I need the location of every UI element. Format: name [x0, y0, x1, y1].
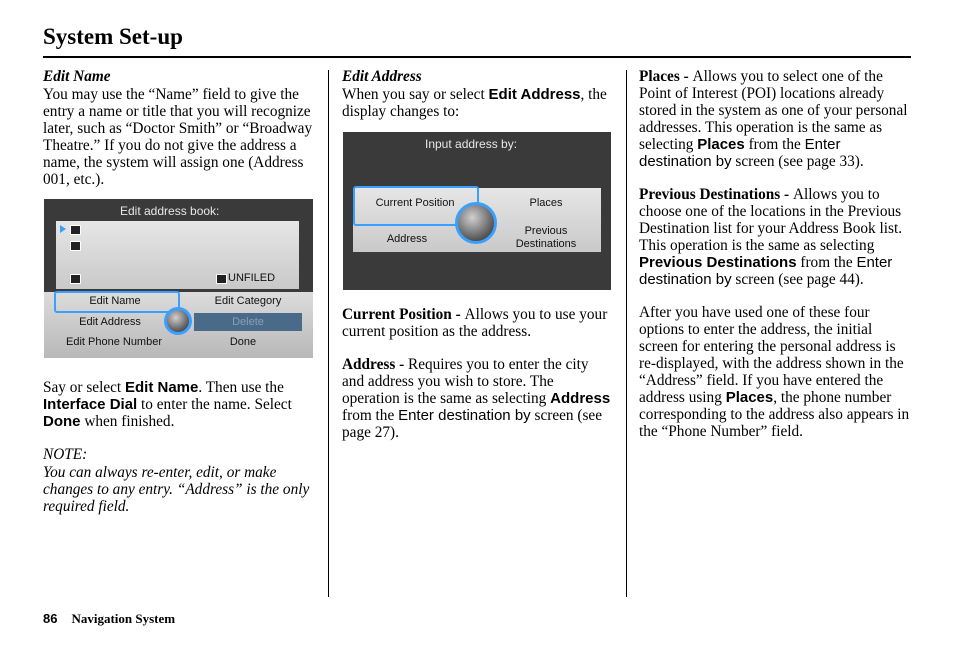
places-paragraph: Places - Allows you to select one of the Point of Interest (POI) locations already stored in the system as one of your personal addresses. This operation is the same as selecting Places from the Enter destination by screen (see page 33).	[639, 68, 908, 170]
input-address-by-screen	[343, 132, 611, 290]
after-paragraph: After you have used one of these four options to enter the address, the initial screen for entering the personal address is re-displayed, with the address shown in the “Address” field. If you have entered the address using Places, the phone number corresponding to the address also appears in the “Phone Number” field.	[639, 304, 910, 440]
edit-address-intro: When you say or select Edit Address, the display changes to:	[342, 86, 607, 120]
edit-name-paragraph: You may use the “Name” field to give the entry a name or title that you will recognize later, such as “Doctor Smith” or “Broadway Theatre.” If you do not give the address a name, the system will assign one (Address 001, etc.).	[43, 86, 313, 188]
edit-address-book-screen	[44, 199, 313, 358]
page-number: 86	[43, 611, 58, 626]
cursor-arrow-icon	[60, 225, 66, 233]
edit-name-heading: Edit Name	[43, 68, 111, 85]
edit-name-button[interactable]: Edit Name	[89, 295, 141, 307]
previous-destinations-paragraph: Previous Destinations - Allows you to choose one of the locations in the Previous Destination list for your Address Book list. This operation is the same as selecting Previous Destinations from the Enter destination by screen (see page 44).	[639, 186, 903, 288]
edit-phone-number-button[interactable]: Edit Phone Number	[66, 336, 162, 348]
column-divider-2	[626, 70, 627, 597]
address-paragraph: Address - Requires you to enter the city and address you wish to store. The operation is the same as selecting Address from the Enter destination by screen (see page 27).	[342, 356, 611, 441]
footer-label: Navigation System	[71, 611, 176, 626]
interface-dial-icon[interactable]	[455, 202, 497, 244]
places-button[interactable]: Places	[529, 197, 563, 209]
page-title: System Set-up	[43, 24, 183, 49]
screen2-title: Input address by:	[425, 137, 518, 151]
edit-address-heading: Edit Address	[342, 68, 422, 85]
column-3	[639, 68, 911, 456]
current-position-button[interactable]: Current Position	[375, 197, 455, 209]
category-icon	[216, 274, 227, 284]
edit-category-button[interactable]: Edit Category	[214, 295, 282, 307]
interface-dial-icon[interactable]	[164, 307, 192, 335]
name-icon	[70, 225, 81, 235]
say-select-paragraph: Say or select Edit Name. Then use the Interface Dial to enter the name. Select Done when finished.	[43, 379, 292, 430]
phone-icon	[70, 274, 81, 284]
footer	[43, 611, 175, 627]
screen1-title: Edit address book:	[120, 204, 220, 218]
done-button[interactable]: Done	[229, 336, 257, 348]
note-body: You can always re-enter, edit, or make changes to any entry. “Address” is the only required field.	[43, 464, 310, 515]
current-position-paragraph: Current Position - Allows you to use your current position as the address.	[342, 306, 608, 340]
note-heading: NOTE:	[43, 446, 88, 463]
address-icon	[70, 241, 81, 251]
category-unfiled: UNFILED	[228, 272, 276, 284]
address-button[interactable]: Address	[386, 233, 428, 245]
edit-address-button[interactable]: Edit Address	[79, 316, 141, 328]
column-divider-1	[328, 70, 329, 597]
previous-destinations-button[interactable]: Previous Destinations	[515, 225, 577, 250]
delete-button[interactable]: Delete	[232, 316, 264, 328]
title-rule	[43, 56, 911, 58]
